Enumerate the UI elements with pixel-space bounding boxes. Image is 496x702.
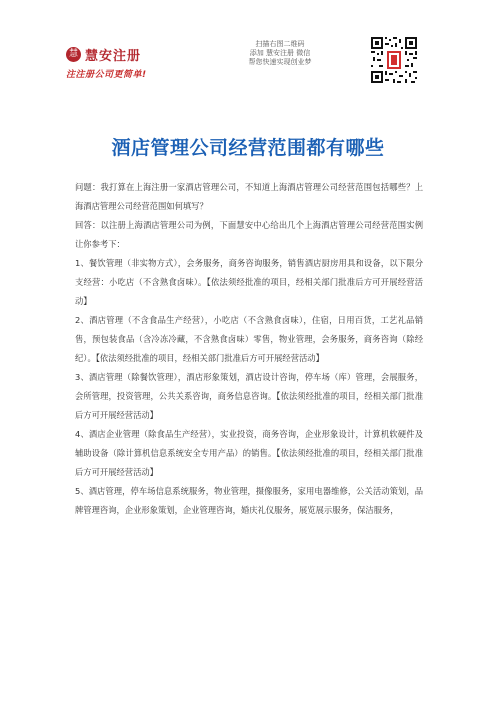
scan-line-1: 扫描右图二维码 [255, 40, 305, 48]
qr-code-icon[interactable] [370, 36, 418, 84]
question-paragraph: 问题：我打算在上海注册一家酒店管理公司，不知道上海酒店管理公司经营范围包括哪些？上海酒店管理公司经营范围如何填写？ [75, 182, 423, 211]
company-logo [66, 44, 176, 84]
logo-badge-icon: 慧 [66, 47, 81, 62]
scan-line-3: 帮您快速实现创业梦 [248, 58, 312, 66]
example-paragraph-5: 5、酒店管理，停车场信息系统服务，物业管理，摄像服务，家用电器维修，公关活动策划，品牌管理咨询，企业形象策划，企业管理咨询，婚庆礼仪服务，展览展示服务，保洁服务， [75, 486, 423, 515]
example-paragraph-2: 2、酒店管理（不含食品生产经营），小吃店（不含熟食卤味），住宿，日用百货，工艺礼品销售，预包装食品（含冷冻冷藏，不含熟食卤味）零售，物业管理，会务服务，商务咨询（除经纪）。【依法须经批准的项目，经相关部门批准后方可开展经营活动】 [75, 315, 423, 363]
scan-line-2: 添加 慧安注册 微信 [249, 49, 311, 57]
example-paragraph-3: 3、酒店管理（除餐饮管理），酒店形象策划，酒店设计咨询，停车场（库）管理，会展服务，会所管理，投资管理，公共关系咨询，商务信息咨询。【依法须经批准的项目，经相关部门批准后方可开展经营活动】 [75, 372, 423, 420]
logo-name: 慧安注册 [85, 49, 142, 64]
example-paragraph-4: 4、酒店企业管理（除食品生产经营），实业投资，商务咨询，企业形象设计，计算机软硬件及辅助设备（除计算机信息系统安全专用产品）的销售。【依法须经批准的项目，经相关部门批准后方可开展经营活动】 [75, 429, 423, 477]
page-header [0, 0, 496, 92]
logo-slogan: 注注册公司更简单! [66, 70, 147, 80]
example-paragraph-1: 1、餐饮管理（非实物方式），会务服务，商务咨询服务，销售酒店厨房用具和设备，以下限分支经营：小吃店（不含熟食卤味）。【依法须经批准的项目，经相关部门批准后方可开展经营活动】 [75, 258, 423, 306]
answer-paragraph: 回答：以注册上海酒店管理公司为例，下面慧安中心给出几个上海酒店管理公司经营范围实例让你参考下： [75, 220, 423, 249]
document-body [75, 178, 423, 520]
document-title: 酒店管理公司经营范围都有哪些 [111, 137, 385, 159]
scan-instructions [225, 40, 335, 67]
